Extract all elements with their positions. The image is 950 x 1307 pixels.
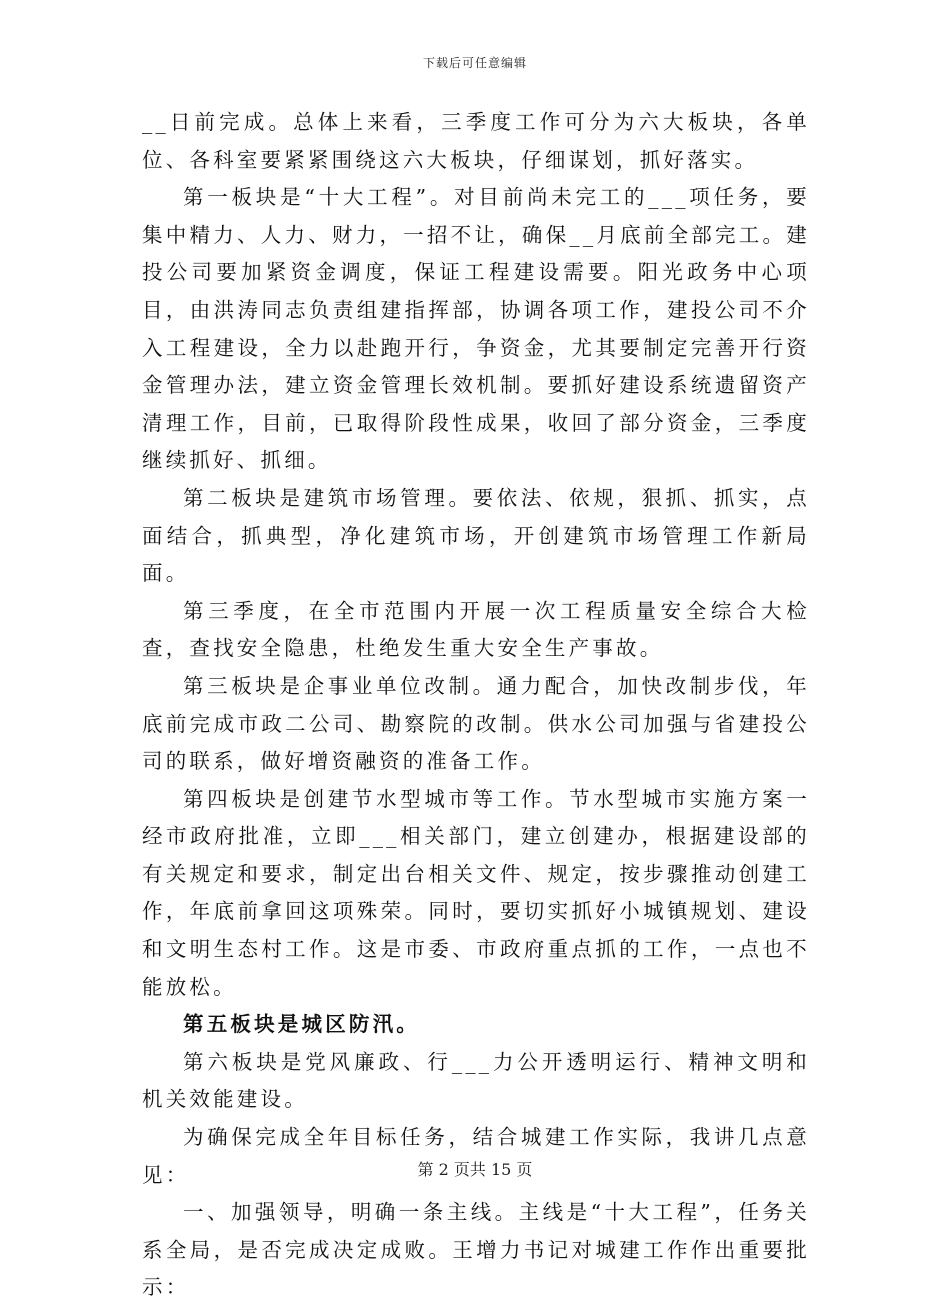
paragraph-10: 一、加强领导，明确一条主线。主线是“十大工程”，任务关系全局，是否完成决定成败。王增力书记对城建工作作出重要批示： [142, 1200, 810, 1300]
paragraph-3: 第二板块是建筑市场管理。要依法、依规，狠抓、抓实，点面结合，抓典型，净化建筑市场，开创建筑市场管理工作新局面。 [142, 485, 810, 586]
paragraph-1: __日前完成。总体上来看，三季度工作可分为六大板块，各单位、各科室要紧紧围绕这六大板块，仔细谋划，抓好落实。 [142, 110, 810, 172]
paragraph-9: 为确保完成全年目标任务，结合城建工作实际，我讲几点意见： [142, 1125, 810, 1187]
page-header: 下载后可任意编辑 [422, 56, 527, 70]
document-body [142, 104, 810, 1307]
paragraph-8: 第六板块是党风廉政、行___力公开透明运行、精神文明和机关效能建设。 [142, 1049, 810, 1112]
paragraph-5: 第三板块是企事业单位改制。通力配合，加快改制步伐，年底前完成市政二公司、勘察院的改制。供水公司加强与省建投公司的联系，做好增资融资的准备工作。 [142, 673, 810, 774]
paragraph-6: 第四板块是创建节水型城市等工作。节水型城市实施方案一经市政府批准，立即___相关部门，建立创建办，根据建设部的有关规定和要求，制定出台相关文件、规定，按步骤推动创建工作，年底前拿回这项殊荣。同时，要切实抓好小城镇规划、建设和文明生态村工作。这是市委、市政府重点抓的工作，一点也不能放松。 [142, 786, 810, 999]
paragraph-2: 第一板块是“十大工程”。对目前尚未完工的___项任务，要集中精力、人力、财力，一招不让，确保__月底前全部完工。建投公司要加紧资金调度，保证工程建设需要。阳光政务中心项目，由洪涛同志负责组建指挥部，协调各项工作，建投公司不介入工程建设，全力以赴跑开行，争资金，尤其要制定完善开行资金管理办法，建立资金管理长效机制。要抓好建设系统遗留资产清理工作，目前，已取得阶段性成果，收回了部分资金，三季度继续抓好、抓细。 [142, 185, 810, 473]
page-footer: 第 2 页共 15 页 [417, 1160, 533, 1179]
paragraph-4: 第三季度，在全市范围内开展一次工程质量安全综合大检查，查找安全隐患，杜绝发生重大安全生产事故。 [142, 598, 810, 661]
paragraph-7-bold: 第五板块是城区防汛。 [183, 1012, 420, 1037]
